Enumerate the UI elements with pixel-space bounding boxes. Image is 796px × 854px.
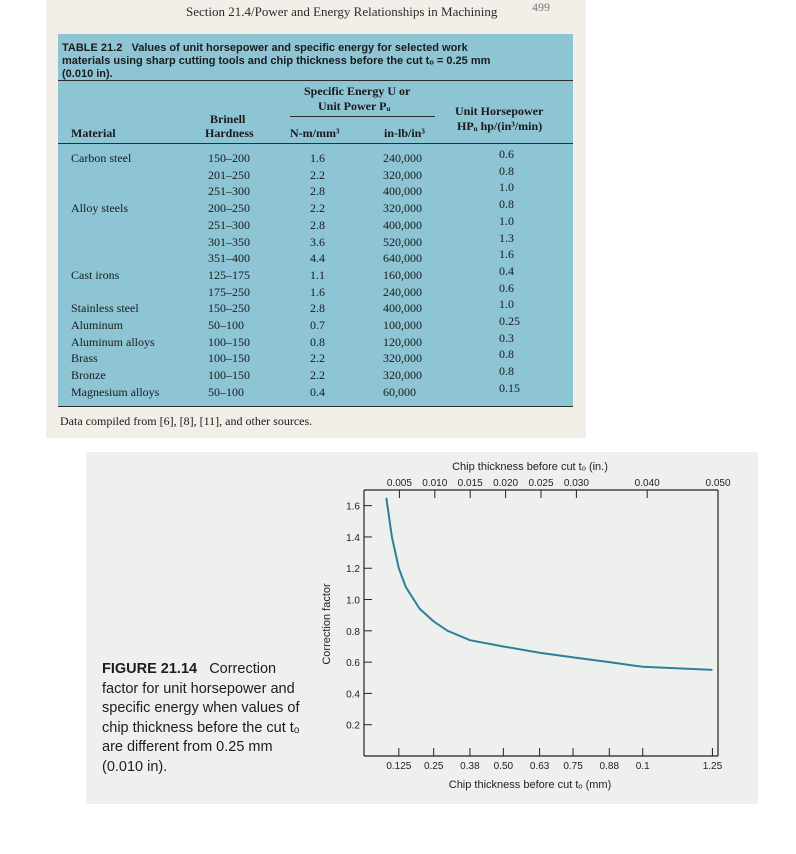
table-cell-hardness: 251–300 xyxy=(208,184,250,199)
table-cell-nm: 2.8 xyxy=(310,184,325,199)
table-cell-hardness: 175–250 xyxy=(208,284,250,299)
table-cell-materials: Cast irons xyxy=(71,267,120,282)
table-cell-hardness: 201–250 xyxy=(208,167,250,182)
table-caption-label: TABLE 21.2 xyxy=(62,42,123,54)
table-cell-inlb: 240,000 xyxy=(383,151,422,165)
table-cell-inlb: 120,000 xyxy=(383,334,422,349)
table-caption-line1: Values of unit horsepower and specific energy for selected work xyxy=(131,42,468,54)
top-tick-label: 0.050 xyxy=(705,478,731,489)
table-cell-hardness: 200–250 xyxy=(208,201,250,216)
table-footnote: Data compiled from [6], [8], [11], and other sources. xyxy=(60,414,313,428)
table-cell-hp: 0.6 xyxy=(499,147,514,161)
table-cell-materials: Bronze xyxy=(71,368,106,383)
table-cell-hp: 0.8 xyxy=(499,364,514,379)
table-cell-inlb: 100,000 xyxy=(383,318,422,333)
table-cell-inlb: 520,000 xyxy=(383,234,422,249)
table-cell-hardness: 100–150 xyxy=(208,334,250,349)
table-cell-nm: 1.6 xyxy=(310,151,325,165)
table-cell-hardness: 125–175 xyxy=(208,267,250,282)
figure-caption-text: Correction factor for unit horsepower and specific energy when values of chip thickness before the cut tₒ are different from 0.25 mm (0.010 in). xyxy=(102,661,300,775)
table-cell-hardness: 301–350 xyxy=(208,234,250,249)
table-cell-nm: 0.8 xyxy=(310,334,325,349)
table-cell-nm: 2.2 xyxy=(310,368,325,383)
group-header-line1: Specific Energy U or xyxy=(304,84,411,98)
table-cell-inlb: 320,000 xyxy=(383,167,422,182)
table-cell-hp: 0.8 xyxy=(499,163,514,178)
x-tick-label: 0.63 xyxy=(529,761,550,772)
y-axis-label: Correction factor xyxy=(321,583,333,665)
table-cell-inlb: 400,000 xyxy=(383,184,422,199)
top-axis-label: Chip thickness before cut tₒ (in.) xyxy=(452,461,608,473)
table-cell-nm: 2.2 xyxy=(310,201,325,216)
header-hp-line2: HPᵤ hp/(in³/min) xyxy=(457,119,543,133)
table-cell-inlb: 320,000 xyxy=(383,201,422,216)
table-cell-hardness: 351–400 xyxy=(208,251,250,266)
header-hp-line1: Unit Horsepower xyxy=(455,104,544,118)
table-cell-materials: Carbon steel xyxy=(71,151,132,165)
top-tick-label: 0.005 xyxy=(386,478,412,489)
table-cell-materials: Brass xyxy=(71,351,98,366)
table-caption-line3: (0.010 in). xyxy=(62,68,113,80)
table-cell-inlb: 400,000 xyxy=(383,301,422,316)
table-cell-inlb: 60,000 xyxy=(383,384,416,399)
table-cell-materials: Alloy steels xyxy=(71,201,128,216)
y-tick-label: 0.6 xyxy=(346,658,360,670)
x-tick-label: 0.125 xyxy=(386,761,412,772)
table-cell-hp: 1.6 xyxy=(499,247,514,262)
table-cell-hardness: 150–200 xyxy=(208,151,250,165)
table-cell-hp: 0.6 xyxy=(499,280,514,295)
header-nm: N-m/mm³ xyxy=(290,126,340,140)
top-tick-label: 0.020 xyxy=(493,478,519,489)
table-cell-materials: Magnesium alloys xyxy=(71,384,160,399)
table-cell-inlb: 240,000 xyxy=(383,284,422,299)
x-tick-label: 0.50 xyxy=(493,761,514,772)
bottom-axis-label: Chip thickness before cut tₒ (mm) xyxy=(448,779,612,791)
table-cell-hp: 0.15 xyxy=(499,380,520,395)
correction-factor-curve xyxy=(386,498,712,670)
header-material: Material xyxy=(71,126,116,140)
table-cell-hardness: 251–300 xyxy=(208,217,250,232)
table-cell-nm: 1.1 xyxy=(310,267,325,282)
top-tick-label: 0.025 xyxy=(528,478,554,489)
group-header-line2: Unit Power Pᵤ xyxy=(318,99,391,113)
x-tick-label: 0.75 xyxy=(563,761,583,772)
y-tick-label: 1.6 xyxy=(346,501,360,513)
y-tick-label: 1.0 xyxy=(346,595,360,607)
y-tick-label: 1.4 xyxy=(346,532,360,544)
table-cell-inlb: 400,000 xyxy=(383,217,422,232)
table-cell-hardness: 100–150 xyxy=(208,351,250,366)
x-tick-label: 0.88 xyxy=(599,761,620,772)
x-tick-label: 0.38 xyxy=(460,761,480,772)
y-tick-label: 0.8 xyxy=(346,626,360,638)
table-cell-hp: 1.0 xyxy=(499,180,514,195)
table-cell-hp: 1.0 xyxy=(499,297,514,312)
header-brinell-line2: Hardness xyxy=(205,126,254,140)
y-tick-label: 0.2 xyxy=(346,720,360,732)
table-cell-nm: 3.6 xyxy=(310,234,325,249)
table-cell-inlb: 320,000 xyxy=(383,351,422,366)
table-cell-inlb: 320,000 xyxy=(383,368,422,383)
table-cell-nm: 1.6 xyxy=(310,284,325,299)
table-cell-hp: 0.8 xyxy=(499,347,514,362)
table-cell-hp: 0.25 xyxy=(499,314,520,329)
top-tick-label: 0.010 xyxy=(422,478,448,489)
header-inlb: in-lb/in³ xyxy=(384,126,425,140)
figure-caption-label: FIGURE 21.14 xyxy=(102,661,198,677)
top-tick-label: 0.040 xyxy=(634,478,660,489)
table-cell-hardness: 50–100 xyxy=(208,318,244,333)
x-tick-label: 0.1 xyxy=(635,761,650,772)
table-cell-hp: 0.4 xyxy=(499,263,514,278)
page-number: 499 xyxy=(532,0,550,14)
y-tick-label: 1.2 xyxy=(346,564,360,576)
table-cell-nm: 2.8 xyxy=(310,217,325,232)
table-cell-inlb: 160,000 xyxy=(383,267,422,282)
header-brinell-line1: Brinell xyxy=(210,112,246,126)
table-cell-hardness: 50–100 xyxy=(208,384,244,399)
table-cell-materials: Aluminum alloys xyxy=(71,334,155,349)
table-cell-hp: 0.3 xyxy=(499,330,514,345)
table-cell-hardness: 100–150 xyxy=(208,368,250,383)
top-tick-label: 0.030 xyxy=(563,478,589,489)
table-cell-nm: 4.4 xyxy=(310,251,325,266)
table-cell-hardness: 150–250 xyxy=(208,301,250,316)
table-caption-line2: materials using sharp cutting tools and chip thickness before the cut tₒ = 0.25 mm xyxy=(62,55,491,67)
table-cell-nm: 2.2 xyxy=(310,167,325,182)
table-cell-materials: Aluminum xyxy=(71,318,124,333)
top-tick-label: 0.015 xyxy=(457,478,483,489)
table-cell-nm: 2.8 xyxy=(310,301,325,316)
table-cell-nm: 0.4 xyxy=(310,384,325,399)
table-cell-inlb: 640,000 xyxy=(383,251,422,266)
table-cell-hp: 1.3 xyxy=(499,230,514,245)
table-cell-hp: 1.0 xyxy=(499,213,514,228)
x-tick-label: 0.25 xyxy=(423,761,444,772)
table-cell-nm: 0.7 xyxy=(310,318,325,333)
table-cell-materials: Stainless steel xyxy=(71,301,139,316)
running-header: Section 21.4/Power and Energy Relationships in Machining xyxy=(186,4,498,19)
table-cell-hp: 0.8 xyxy=(499,197,514,212)
table-cell-nm: 2.2 xyxy=(310,351,325,366)
y-tick-label: 0.4 xyxy=(346,689,360,701)
x-tick-label: 1.25 xyxy=(702,761,723,772)
